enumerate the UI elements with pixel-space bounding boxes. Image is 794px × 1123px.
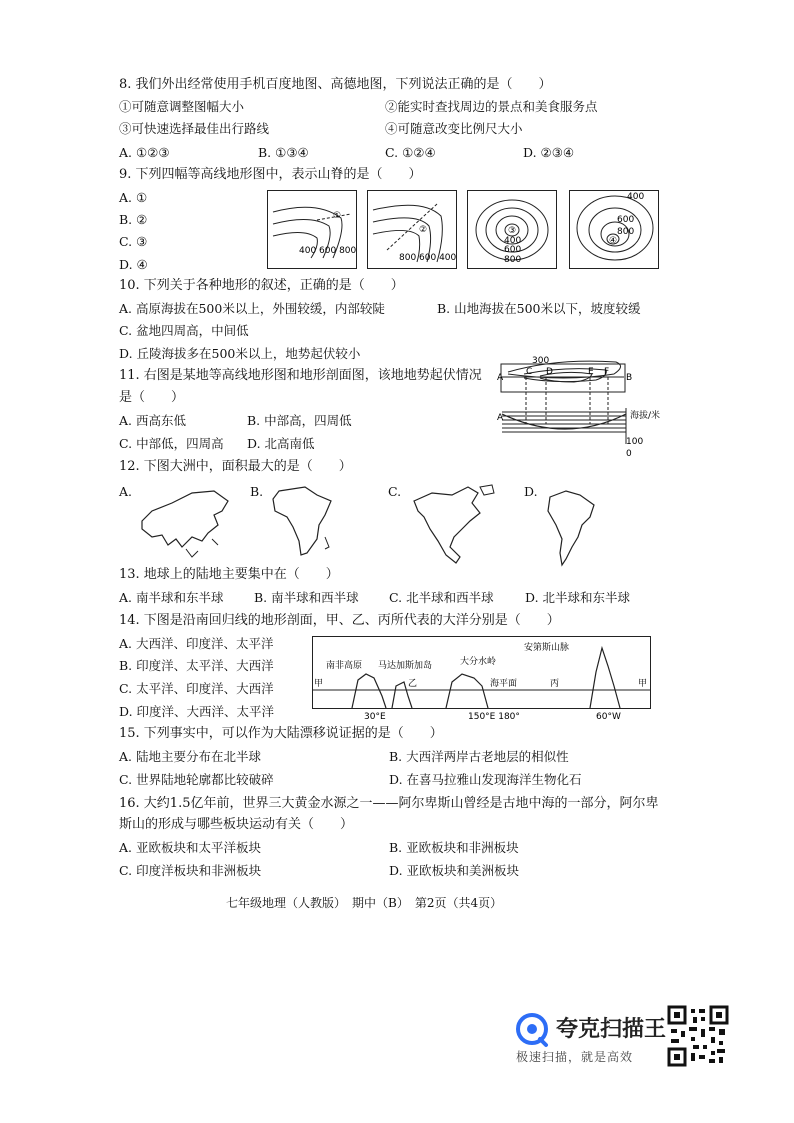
q11-option-a: A. 西高东低 <box>119 413 186 428</box>
q9-fig-3-l2: 600 <box>504 245 522 255</box>
q9-option-b: B. ② <box>119 212 148 227</box>
q11-fig-a2: A <box>497 413 504 423</box>
q11-stem-line-1: 11. 右图是某地等高线地形图和地形剖面图，该地地势起伏情况 <box>119 368 482 383</box>
q15-option-d: D. 在喜马拉雅山发现海洋生物化石 <box>389 772 582 787</box>
q16-option-d: D. 亚欧板块和美洲板块 <box>389 863 520 878</box>
q11-fig-f: F <box>604 367 610 377</box>
q11-fig-a: A <box>497 373 504 383</box>
q15-option-c: C. 世界陆地轮廓都比较破碎 <box>119 772 274 787</box>
q14-fig-bing: 丙 <box>550 679 560 689</box>
q10-stem: 10. 下列关于各种地形的叙述，正确的是（ ） <box>119 278 404 293</box>
q8-option-c: C. ①②④ <box>385 145 436 160</box>
q16-option-a: A. 亚欧板块和太平洋板块 <box>119 840 261 855</box>
south-america-outline-icon <box>540 481 610 571</box>
q14-fig-divide: 大分水岭 <box>460 657 497 667</box>
q9-contour-fig-1 <box>267 190 357 270</box>
q8-option-a: A. ①②③ <box>119 145 170 160</box>
q14-option-c: C. 太平洋、印度洋、大西洋 <box>119 681 274 696</box>
q15-option-a: A. 陆地主要分布在北半球 <box>119 749 261 764</box>
q8-item-1: ①可随意调整图幅大小 <box>119 99 245 114</box>
q11-fig-unit: 海拔/米 <box>630 411 661 421</box>
q11-stem-line-2: 是（ ） <box>119 390 185 405</box>
q13-option-c: C. 北半球和西半球 <box>389 590 494 605</box>
q11-fig-300: 300 <box>532 356 550 366</box>
q9-option-c: C. ③ <box>119 234 148 249</box>
q16-option-b: B. 亚欧板块和非洲板块 <box>389 840 519 855</box>
q13-option-a: A. 南半球和东半球 <box>119 590 224 605</box>
north-america-outline-icon <box>408 481 498 571</box>
q11-contour-profile-fig <box>496 352 686 460</box>
q12-label-a: A. <box>119 484 133 499</box>
q16-stem-line-1: 16. 大约1.5亿年前，世界三大黄金水源之一——阿尔卑斯山曾经是古地中海的一部分，阿尔卑 <box>119 796 659 811</box>
q11-fig-100: 100 <box>626 437 644 447</box>
q9-fig-4-l3: 800 <box>617 227 635 237</box>
q11-fig-c: C <box>526 367 533 377</box>
q11-fig-b: B <box>626 373 633 383</box>
q14-fig-nanfei: 南非高原 <box>326 661 363 671</box>
q9-contour-fig-4 <box>569 190 659 270</box>
q11-option-d: D. 北高南低 <box>247 436 315 451</box>
q16-option-c: C. 印度洋板块和非洲板块 <box>119 863 262 878</box>
q9-stem: 9. 下列四幅等高线地形图中，表示山脊的是（ ） <box>119 167 422 182</box>
asia-outline-icon <box>132 481 232 561</box>
q14-fig-sea-level: 海平面 <box>490 679 518 689</box>
q13-stem: 13. 地球上的陆地主要集中在（ ） <box>119 567 339 582</box>
brand-slogan: 极速扫描，就是高效 <box>516 1050 634 1064</box>
q14-stem: 14. 下图是沿南回归线的地形剖面，甲、乙、丙所代表的大洋分别是（ ） <box>119 613 560 628</box>
q14-fig-yi: 乙 <box>408 679 418 689</box>
q14-fig-jia-right: 甲 <box>638 679 648 689</box>
scanner-logo-icon <box>514 1011 550 1047</box>
brand-name: 夸克扫描王 <box>556 1017 667 1042</box>
q9-fig-1-mark: ① <box>333 211 342 221</box>
q14-option-d: D. 印度洋、大西洋、太平洋 <box>119 704 275 719</box>
q14-fig-30e: 30°E <box>364 712 386 722</box>
q13-option-b: B. 南半球和西半球 <box>254 590 359 605</box>
q9-contour-fig-3 <box>467 190 557 270</box>
q9-fig-3-mark: ③ <box>508 226 517 236</box>
q9-option-d: D. ④ <box>119 257 148 272</box>
q12-label-c: C. <box>388 484 402 499</box>
q12-stem: 12. 下图大洲中，面积最大的是（ ） <box>119 459 352 474</box>
q9-fig-3-l1: 400 <box>504 236 522 246</box>
q11-fig-0: 0 <box>626 449 632 459</box>
africa-outline-icon <box>265 481 345 561</box>
q11-option-b: B. 中部高，四周低 <box>247 413 352 428</box>
q8-option-d: D. ②③④ <box>523 145 575 160</box>
q14-fig-jia-left: 甲 <box>314 679 324 689</box>
q14-fig-andes: 安第斯山脉 <box>524 643 570 653</box>
q9-fig-4-mark: ④ <box>609 236 618 246</box>
page-footer: 七年级地理（人教版） 期中（B） 第2页（共4页） <box>226 896 503 910</box>
q14-option-a: A. 大西洋、印度洋、太平洋 <box>119 636 274 651</box>
q9-option-a: A. ① <box>119 190 148 205</box>
q15-option-b: B. 大西洋两岸古老地层的相似性 <box>389 749 569 764</box>
q9-fig-4-l2: 600 <box>617 215 635 225</box>
q14-option-b: B. 印度洋、太平洋、大西洋 <box>119 658 274 673</box>
q9-fig-2-mark: ② <box>419 225 428 235</box>
q8-item-3: ③可快速选择最佳出行路线 <box>119 121 270 136</box>
q9-contour-fig-2 <box>367 190 457 270</box>
q9-fig-4-l1: 400 <box>627 192 645 202</box>
q16-stem-line-2: 斯山的形成与哪些板块运动有关（ ） <box>119 817 354 832</box>
q14-fig-madagascar: 马达加斯加岛 <box>378 661 433 671</box>
qr-code-icon[interactable] <box>667 1005 729 1067</box>
q8-option-b: B. ①③④ <box>258 145 309 160</box>
q13-option-d: D. 北半球和东半球 <box>525 590 631 605</box>
q8-item-2: ②能实时查找周边的景点和美食服务点 <box>385 99 598 114</box>
q10-option-d: D. 丘陵海拔多在500米以上，地势起伏较小 <box>119 346 361 361</box>
q10-option-a: A. 高原海拔在500米以上，外围较缓，内部较陡 <box>119 301 385 316</box>
q9-fig-2-labels: 800 600 400 <box>399 253 457 263</box>
q12-label-b: B. <box>250 484 264 499</box>
q14-fig-60w: 60°W <box>596 712 621 722</box>
q15-stem: 15. 下列事实中，可以作为大陆漂移说证据的是（ ） <box>119 726 443 741</box>
q11-option-c: C. 中部低，四周高 <box>119 436 224 451</box>
q12-label-d: D. <box>524 484 538 499</box>
q11-fig-d: D <box>546 367 553 377</box>
q9-fig-3-l3: 800 <box>504 255 522 265</box>
q10-option-b: B. 山地海拔在500米以下，坡度较缓 <box>437 301 641 316</box>
q14-profile-fig <box>312 636 652 722</box>
q11-fig-e: E <box>588 367 594 377</box>
q10-option-c: C. 盆地四周高，中间低 <box>119 323 249 338</box>
q9-fig-1-labels: 400 600 800 <box>299 246 357 256</box>
q14-fig-150e: 150°E 180° <box>468 712 520 722</box>
q8-item-4: ④可随意改变比例尺大小 <box>385 121 523 136</box>
q8-stem: 8. 我们外出经常使用手机百度地图、高德地图，下列说法正确的是（ ） <box>119 77 552 92</box>
